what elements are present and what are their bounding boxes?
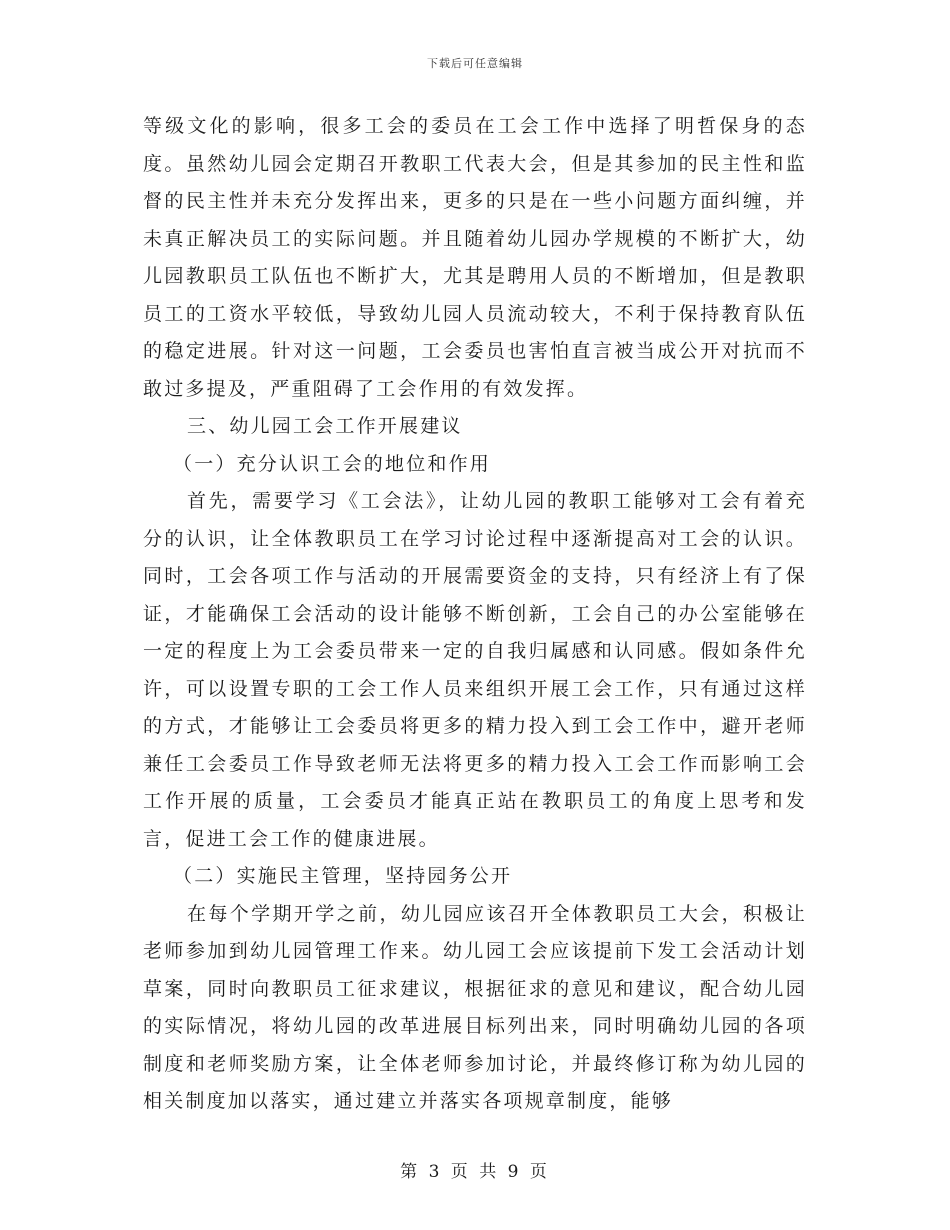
- section-heading: 三、幼儿园工会工作开展建议: [187, 415, 463, 437]
- paragraph-body-1: 首先，需要学习《工会法》，让幼儿园的教职工能够对工会有着充分的认识，让全体教职员工在学习讨论过程中逐渐提高对工会的认识。同时，工会各项工作与活动的开展需要资金的支持，只有经济上有了保证，才能确保工会活动的设计能够不断创新，工会自己的办公室能够在一定的程度上为工会委员带来一定的自我归属感和认同感。假如条件允许，可以设置专职的工会工作人员来组织开展工会工作，只有通过这样的方式，才能够让工会委员将更多的精力投入到工会工作中，避开老师兼任工会委员工作导致老师无法将更多的精力投入工会工作而影响工会工作开展的质量，工会委员才能真正站在教职员工的角度上思考和发言，促进工会工作的健康进展。: [143, 490, 807, 850]
- document-body: [143, 108, 807, 1121]
- header-note: 下载后可任意编辑: [427, 57, 523, 70]
- subsection-heading-2: （二）实施民主管理，坚持园务公开: [173, 865, 513, 887]
- page-number: 第 3 页 共 9 页: [400, 1162, 550, 1182]
- paragraph-body-2: 在每个学期开学之前，幼儿园应该召开全体教职员工大会，积极让老师参加到幼儿园管理工作来。幼儿园工会应该提前下发工会活动计划草案，同时向教职员工征求建议，根据征求的意见和建议，配合幼儿园的实际情况，将幼儿园的改革进展目标列出来，同时明确幼儿园的各项制度和老师奖励方案，让全体老师参加讨论，并最终修订称为幼儿园的相关制度加以落实，通过建立并落实各项规章制度，能够: [143, 902, 807, 1112]
- paragraph-continuation: 等级文化的影响，很多工会的委员在工会工作中选择了明哲保身的态度。虽然幼儿园会定期召开教职工代表大会，但是其参加的民主性和监督的民主性并未充分发挥出来，更多的只是在一些小问题方面纠缠，并未真正解决员工的实际问题。并且随着幼儿园办学规模的不断扩大，幼儿园教职员工队伍也不断扩大，尤其是聘用人员的不断增加，但是教职员工的工资水平较低，导致幼儿园人员流动较大，不利于保持教育队伍的稳定进展。针对这一问题，工会委员也害怕直言被当成公开对抗而不敢过多提及，严重阻碍了工会作用的有效发挥。: [143, 115, 807, 400]
- subsection-heading-1: （一）充分认识工会的地位和作用: [173, 452, 492, 475]
